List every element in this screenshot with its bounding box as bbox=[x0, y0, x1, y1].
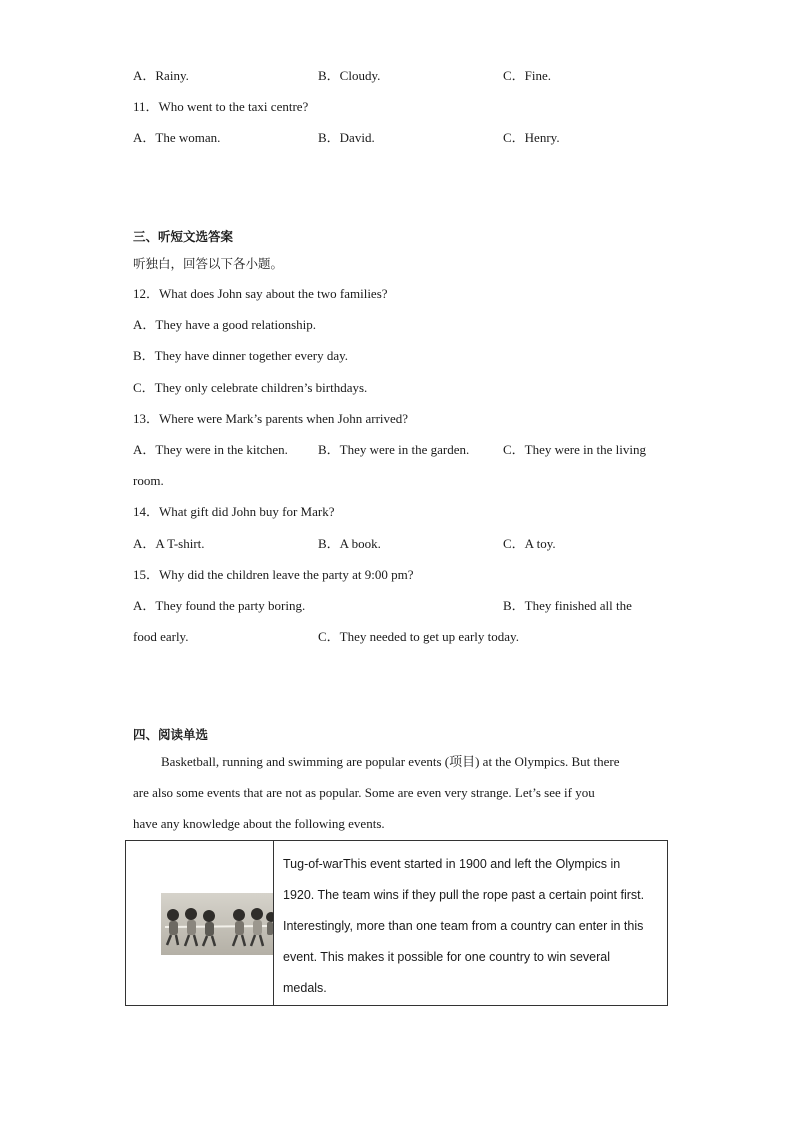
q14-option-b: B．A book. bbox=[318, 536, 381, 551]
q14-question: 14．What gift did John buy for Mark? bbox=[133, 504, 335, 519]
q11-option-b: B．David. bbox=[318, 130, 375, 145]
q13-question: 13．Where were Mark’s parents when John arrived? bbox=[133, 411, 409, 426]
q15-option-c: C．They needed to get up early today. bbox=[318, 629, 519, 644]
q14-option-c: C．A toy. bbox=[503, 536, 556, 551]
table-column-divider bbox=[273, 841, 274, 1005]
q13-option-a: A．They were in the kitchen. bbox=[133, 442, 288, 457]
table-text-line-1: Tug-of-warThis event started in 1900 and left the Olympics in bbox=[283, 857, 621, 871]
section4-paragraph-line-2: are also some events that are not as popular. Some are even very strange. Let’s see if you bbox=[133, 785, 595, 800]
q14-option-a: A．A T-shirt. bbox=[133, 536, 205, 551]
q10-option-c: C．Fine. bbox=[503, 68, 552, 83]
q11-option-a: A．The woman. bbox=[133, 130, 221, 145]
q13-option-c-continued: room. bbox=[133, 473, 164, 488]
q10-option-a: A．Rainy. bbox=[133, 68, 189, 83]
tug-of-war-description bbox=[283, 849, 659, 1004]
table-text-line-2: 1920. The team wins if they pull the rope past a certain point first. bbox=[283, 888, 645, 902]
q12-option-c: C．They only celebrate children’s birthdays. bbox=[133, 380, 368, 395]
section4-paragraph-line-1: Basketball, running and swimming are popular events (项目) at the Olympics. But there bbox=[161, 754, 620, 769]
q12-option-b: B．They have dinner together every day. bbox=[133, 348, 349, 363]
q11-option-c: C．Henry. bbox=[503, 130, 560, 145]
q15-option-b: B．They finished all the bbox=[503, 598, 632, 613]
q15-option-b-continued: food early. bbox=[133, 629, 189, 644]
q10-option-b: B．Cloudy. bbox=[318, 68, 381, 83]
tug-of-war-photo bbox=[161, 893, 273, 955]
q12-question: 12．What does John say about the two families? bbox=[133, 286, 388, 301]
q15-question: 15．Why did the children leave the party at 9:00 pm? bbox=[133, 567, 414, 582]
section3-instruction: 听独白，回答以下各小题。 bbox=[133, 256, 284, 271]
table-text-line-4: event. This makes it possible for one country to win several bbox=[283, 950, 611, 964]
table-text-line-3: Interestingly, more than one team from a country can enter in this bbox=[283, 919, 644, 933]
q12-option-a: A．They have a good relationship. bbox=[133, 317, 317, 332]
q15-option-a: A．They found the party boring. bbox=[133, 598, 306, 613]
section4-paragraph-line-3: have any knowledge about the following events. bbox=[133, 816, 385, 831]
q11-question: 11．Who went to the taxi centre? bbox=[133, 99, 309, 114]
q13-option-c: C．They were in the living bbox=[503, 442, 646, 457]
section4-title: 四、阅读单选 bbox=[133, 727, 209, 742]
q13-option-b: B．They were in the garden. bbox=[318, 442, 470, 457]
events-table bbox=[125, 840, 668, 1006]
table-text-line-5: medals. bbox=[283, 981, 327, 995]
section3-title: 三、听短文选答案 bbox=[133, 229, 234, 244]
